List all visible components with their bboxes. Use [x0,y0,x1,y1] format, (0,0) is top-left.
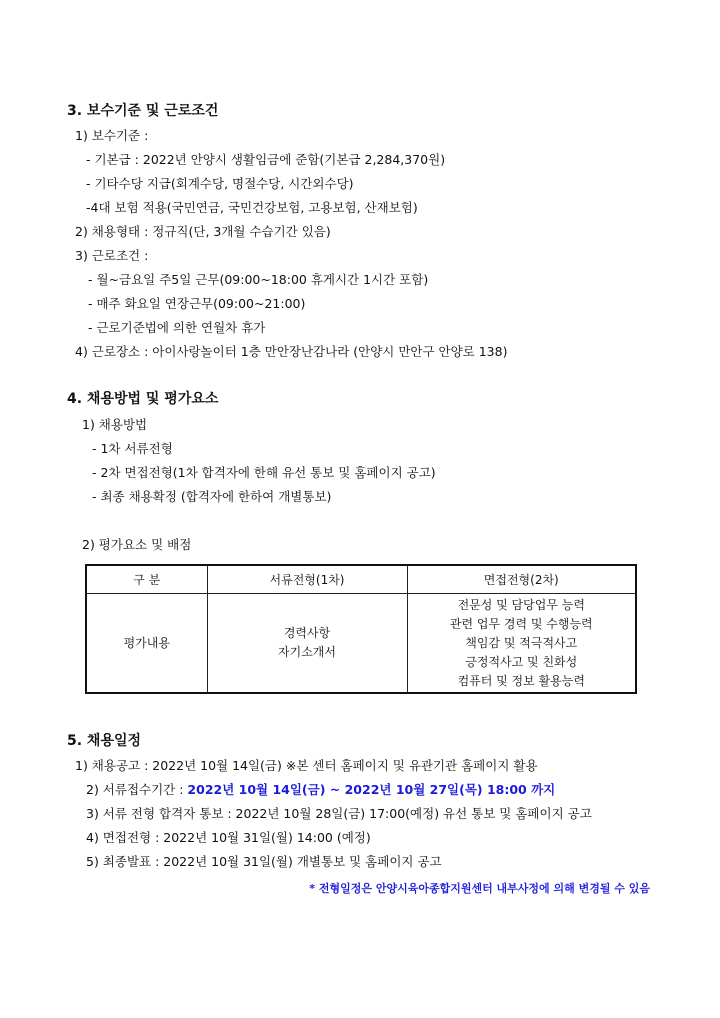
interview-criterion: 책임감 및 적극적사고 [465,635,578,650]
table-row [86,594,636,694]
section-3-line: -4대 보험 적용(국민연금, 국민건강보험, 고용보험, 산재보험) [86,200,418,215]
schedule-line: 4) 면접전형 : 2022년 10월 31일(월) 14:00 (예정) [86,830,371,845]
interview-criterion: 전문성 및 담당업무 능력 [457,597,585,612]
evaluation-table [85,564,637,694]
section-3-line: 1) 보수기준 : [75,128,149,143]
interview-criteria-cell [407,594,636,694]
section-3-line: - 기본급 : 2022년 안양시 생활임금에 준함(기본급 2,284,370원) [86,152,446,167]
section-5-title: 5. 채용일정 [67,733,142,749]
section-4-line: - 최종 채용확정 (합격자에 한하여 개별통보) [92,489,332,504]
section-4-line: 2) 평가요소 및 배점 [82,537,192,552]
interview-criterion: 관련 업무 경력 및 수행능력 [449,616,593,631]
section-3-line: - 매주 화요일 연장근무(09:00~21:00) [88,296,306,311]
table-header-cell: 서류전형(1차) [207,565,407,594]
schedule-change-note: * 전형일정은 안양시육아종합지원센터 내부사정에 의해 변경될 수 있음 [309,882,650,895]
table-header-row [86,565,636,594]
table-row-label: 평가내용 [86,594,207,694]
section-4-title: 4. 채용방법 및 평가요소 [67,391,219,407]
section-3-title: 3. 보수기준 및 근로조건 [67,103,219,119]
document-criteria-cell [207,594,407,694]
schedule-line: 3) 서류 전형 합격자 통보 : 2022년 10월 28일(금) 17:00(예정) 유선 통보 및 홈페이지 공고 [86,806,592,821]
schedule-label: 2) 서류접수기간 : [86,782,188,797]
section-3-line: 2) 채용형태 : 정규직(단, 3개월 수습기간 있음) [75,224,331,239]
section-4-line: - 1차 서류전형 [92,441,173,456]
section-3-line: - 월~금요일 주5일 근무(09:00~18:00 휴게시간 1시간 포함) [88,272,429,287]
interview-criterion: 긍정적사고 및 친화성 [465,654,578,669]
schedule-line: 1) 채용공고 : 2022년 10월 14일(금) ※본 센터 홈페이지 및 유관기관 홈페이지 활용 [75,758,538,773]
section-3-line: 4) 근로장소 : 아이사랑놀이터 1층 만안장난감나라 (안양시 만안구 안양로 138) [75,344,508,359]
document-criterion: 경력사항 [283,626,331,640]
section-3-line: 3) 근로조건 : [75,248,149,263]
schedule-line [86,782,555,798]
section-4-line: - 2차 면접전형(1차 합격자에 한해 유선 통보 및 홈페이지 공고) [92,465,436,480]
document-criterion: 자기소개서 [278,645,336,659]
section-3-line: - 기타수당 지급(회계수당, 명절수당, 시간외수당) [86,176,354,191]
table-header-cell: 구 분 [86,565,207,594]
table-header-cell: 면접전형(2차) [407,565,636,594]
section-4-line: 1) 채용방법 [82,417,148,432]
interview-criterion: 컴퓨터 및 정보 활용능력 [457,673,585,688]
schedule-line: 5) 최종발표 : 2022년 10월 31일(월) 개별통보 및 홈페이지 공고 [86,854,442,869]
application-period-highlight: 2022년 10월 14일(금) ~ 2022년 10월 27일(목) 18:00 까지 [187,782,556,797]
section-3-line: - 근로기준법에 의한 연월차 휴가 [88,320,266,335]
